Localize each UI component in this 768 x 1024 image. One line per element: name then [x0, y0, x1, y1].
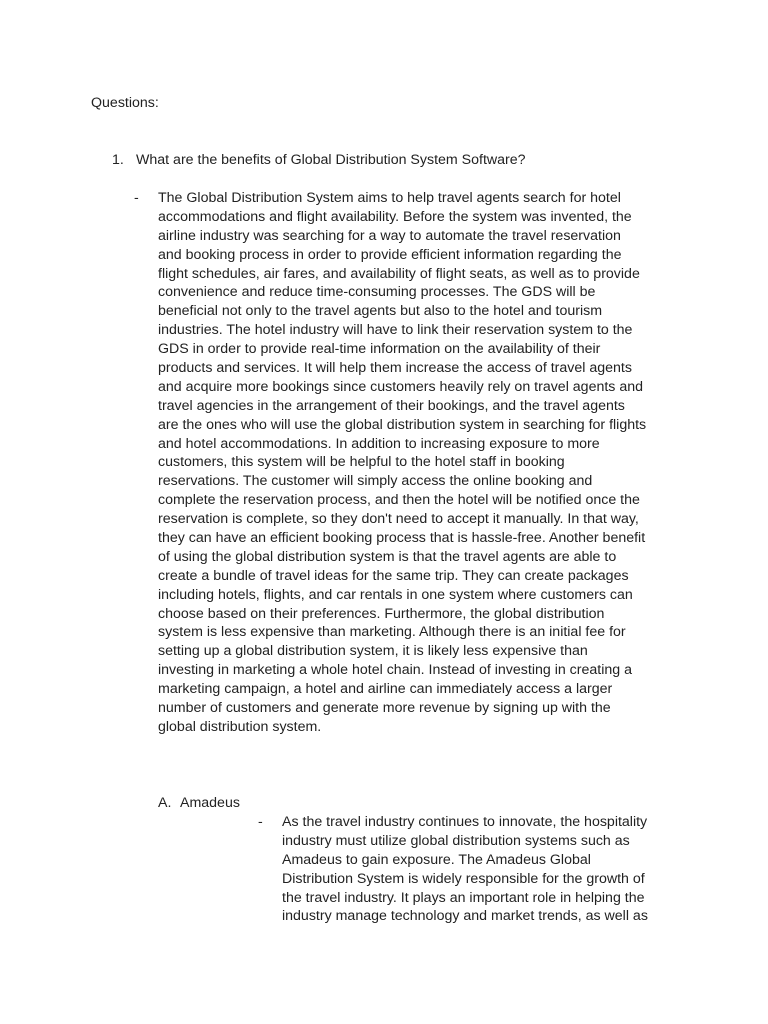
answer-paragraph: [158, 189, 680, 737]
answer-line: marketing campaign, a hotel and airline can immediately access a larger: [158, 681, 613, 698]
answer-line: industries. The hotel industry will have to link their reservation system to the: [158, 322, 633, 339]
answer-line: reservations. The customer will simply access the online booking and: [158, 473, 593, 490]
answer-line: complete the reservation process, and then the hotel will be notified once the: [158, 492, 640, 509]
question-number: 1.: [112, 152, 124, 168]
subsection-paragraph: [282, 813, 682, 926]
answer-line: and booking process in order to provide efficient information regarding the: [158, 246, 622, 263]
subsection-line: Amadeus to gain exposure. The Amadeus Global: [282, 851, 591, 868]
subsection-title: Amadeus: [180, 795, 240, 811]
answer-line: they can have an efficient booking process that is hassle-free. Another benefit: [158, 530, 646, 547]
answer-line: choose based on their preferences. Furthermore, the global distribution: [158, 605, 605, 622]
answer-line: number of customers and generate more revenue by signing up with the: [158, 700, 611, 717]
answer-line: are the ones who will use the global distribution system in searching for flights: [158, 416, 647, 433]
answer-line: global distribution system.: [158, 718, 322, 735]
answer-line: airline industry was searching for a way to automate the travel reservation: [158, 227, 621, 244]
answer-line: convenience and reduce time-consuming processes. The GDS will be: [158, 284, 596, 301]
answer-line: system is less expensive than marketing. Although there is an initial fee for: [158, 624, 626, 641]
answer-line: setting up a global distribution system, it is likely less expensive than: [158, 643, 588, 660]
answer-line: and hotel accommodations. In addition to increasing exposure to more: [158, 435, 600, 452]
answer-line: products and services. It will help them increase the access of travel agents: [158, 360, 632, 377]
answer-line: customers, this system will be helpful to the hotel staff in booking: [158, 454, 565, 471]
answer-line: travel agencies in the arrangement of their bookings, and the travel agents: [158, 397, 625, 414]
answer-line: of using the global distribution system is that the travel agents are able to: [158, 548, 617, 565]
question-text: What are the benefits of Global Distribution System Software?: [136, 152, 526, 168]
subsection-line: the travel industry. It plays an important role in helping the: [282, 889, 645, 906]
answer-line: investing in marketing a whole hotel chain. Instead of investing in creating a: [158, 662, 632, 679]
subsection-bullet: -: [258, 814, 263, 830]
answer-line: The Global Distribution System aims to help travel agents search for hotel: [158, 190, 621, 206]
answer-line: beneficial not only to the travel agents but also to the hotel and tourism: [158, 303, 603, 320]
subsection-line: industry must utilize global distribution systems such as: [282, 832, 630, 849]
answer-line: reservation is complete, so they don't need to accept it manually. In that way,: [158, 511, 639, 528]
answer-line: including hotels, flights, and car rentals in one system where customers can: [158, 586, 633, 603]
subsection-line: industry manage technology and market trends, as well as: [282, 908, 648, 925]
answer-line: and acquire more bookings since customers heavily rely on travel agents and: [158, 378, 644, 395]
answer-line: GDS in order to provide real-time information on the availability of their: [158, 341, 601, 358]
answer-bullet: -: [134, 190, 139, 206]
page-heading: Questions:: [91, 95, 159, 111]
answer-line: flight schedules, air fares, and availability of flight seats, as well as to provide: [158, 265, 640, 282]
answer-line: accommodations and flight availability. Before the system was invented, the: [158, 208, 632, 225]
subsection-line: Distribution System is widely responsible for the growth of: [282, 870, 645, 887]
answer-line: create a bundle of travel ideas for the same trip. They can create packages: [158, 567, 629, 584]
subsection-line: As the travel industry continues to innovate, the hospitality: [282, 814, 648, 830]
subsection-letter: A.: [158, 795, 172, 811]
